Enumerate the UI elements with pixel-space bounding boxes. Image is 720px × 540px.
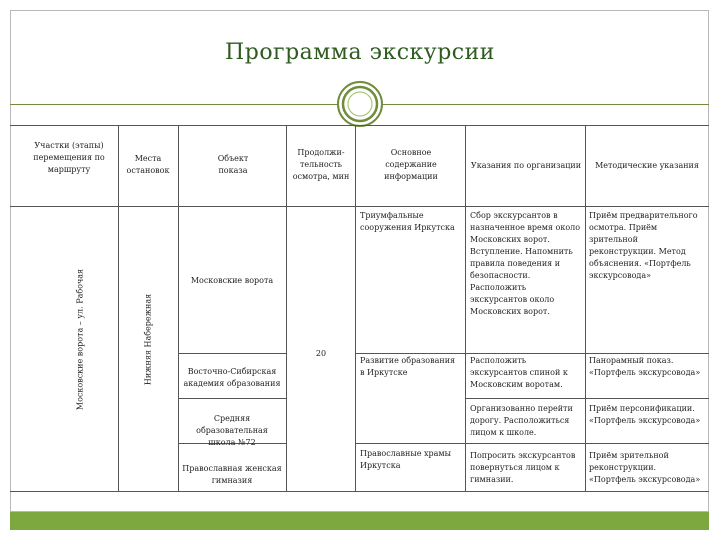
duration-value: 20: [315, 349, 327, 358]
method-row-3: Приём персонификации. «Портфель экскурсовода»: [589, 404, 701, 425]
content-triumphal: Триумфальные сооружения Иркутска: [360, 211, 455, 232]
org-row-1: Сбор экскурсантов в назначенное время около Московских ворот. Вступление. Напомнить правила поведения и безопасности. Расположить экскурсантов около Московских ворот.: [470, 211, 581, 316]
ring-emblem-icon: [336, 80, 384, 128]
header-methodical: Методические указания: [595, 161, 699, 170]
slide-title: Программа экскурсии: [225, 40, 495, 65]
content-churches: Православные храмы Иркутска: [360, 449, 451, 470]
header-duration: Продолжи-тельность осмотра, мин: [292, 148, 350, 181]
route-segment-label: Московские ворота – ул. Рабочая: [75, 268, 85, 411]
header-content: Основное содержание информации: [384, 148, 438, 181]
bottom-accent-band: [10, 512, 709, 530]
header-stops: Места остановок: [126, 154, 170, 175]
object-gymnasium: Православная женская гимназия: [182, 464, 282, 485]
header-organization: Указания по организации: [470, 161, 582, 170]
org-row-2: Расположить экскурсантов спиной к Московским воротам.: [470, 356, 568, 389]
org-row-3: Организованно перейти дорогу. Расположиться лицом к школе.: [470, 404, 573, 437]
method-row-4: Приём зрительной реконструкции. «Портфель экскурсовода»: [589, 451, 701, 484]
header-object: Объект показа: [217, 154, 249, 175]
object-school: Средняя образовательная школа №72: [196, 414, 268, 447]
method-row-1: Приём предварительного осмотра. Приём зрительной реконструкции. Метод объяснения. «Портфель экскурсовода»: [589, 211, 698, 280]
object-academy: Восточно-Сибирская академия образования: [183, 367, 281, 388]
content-education: Развитие образования в Иркутске: [360, 356, 456, 377]
object-moscow-gate: Московские ворота: [190, 276, 274, 285]
method-row-2: Панорамный показ. «Портфель экскурсовода»: [589, 356, 701, 377]
stop-place-label: Нижняя Набережная: [143, 293, 153, 386]
header-route-segment: Участки (этапы) перемещения по маршруту: [33, 141, 105, 174]
org-row-4: Попросить экскурсантов повернуться лицом к гимназии.: [470, 451, 576, 484]
